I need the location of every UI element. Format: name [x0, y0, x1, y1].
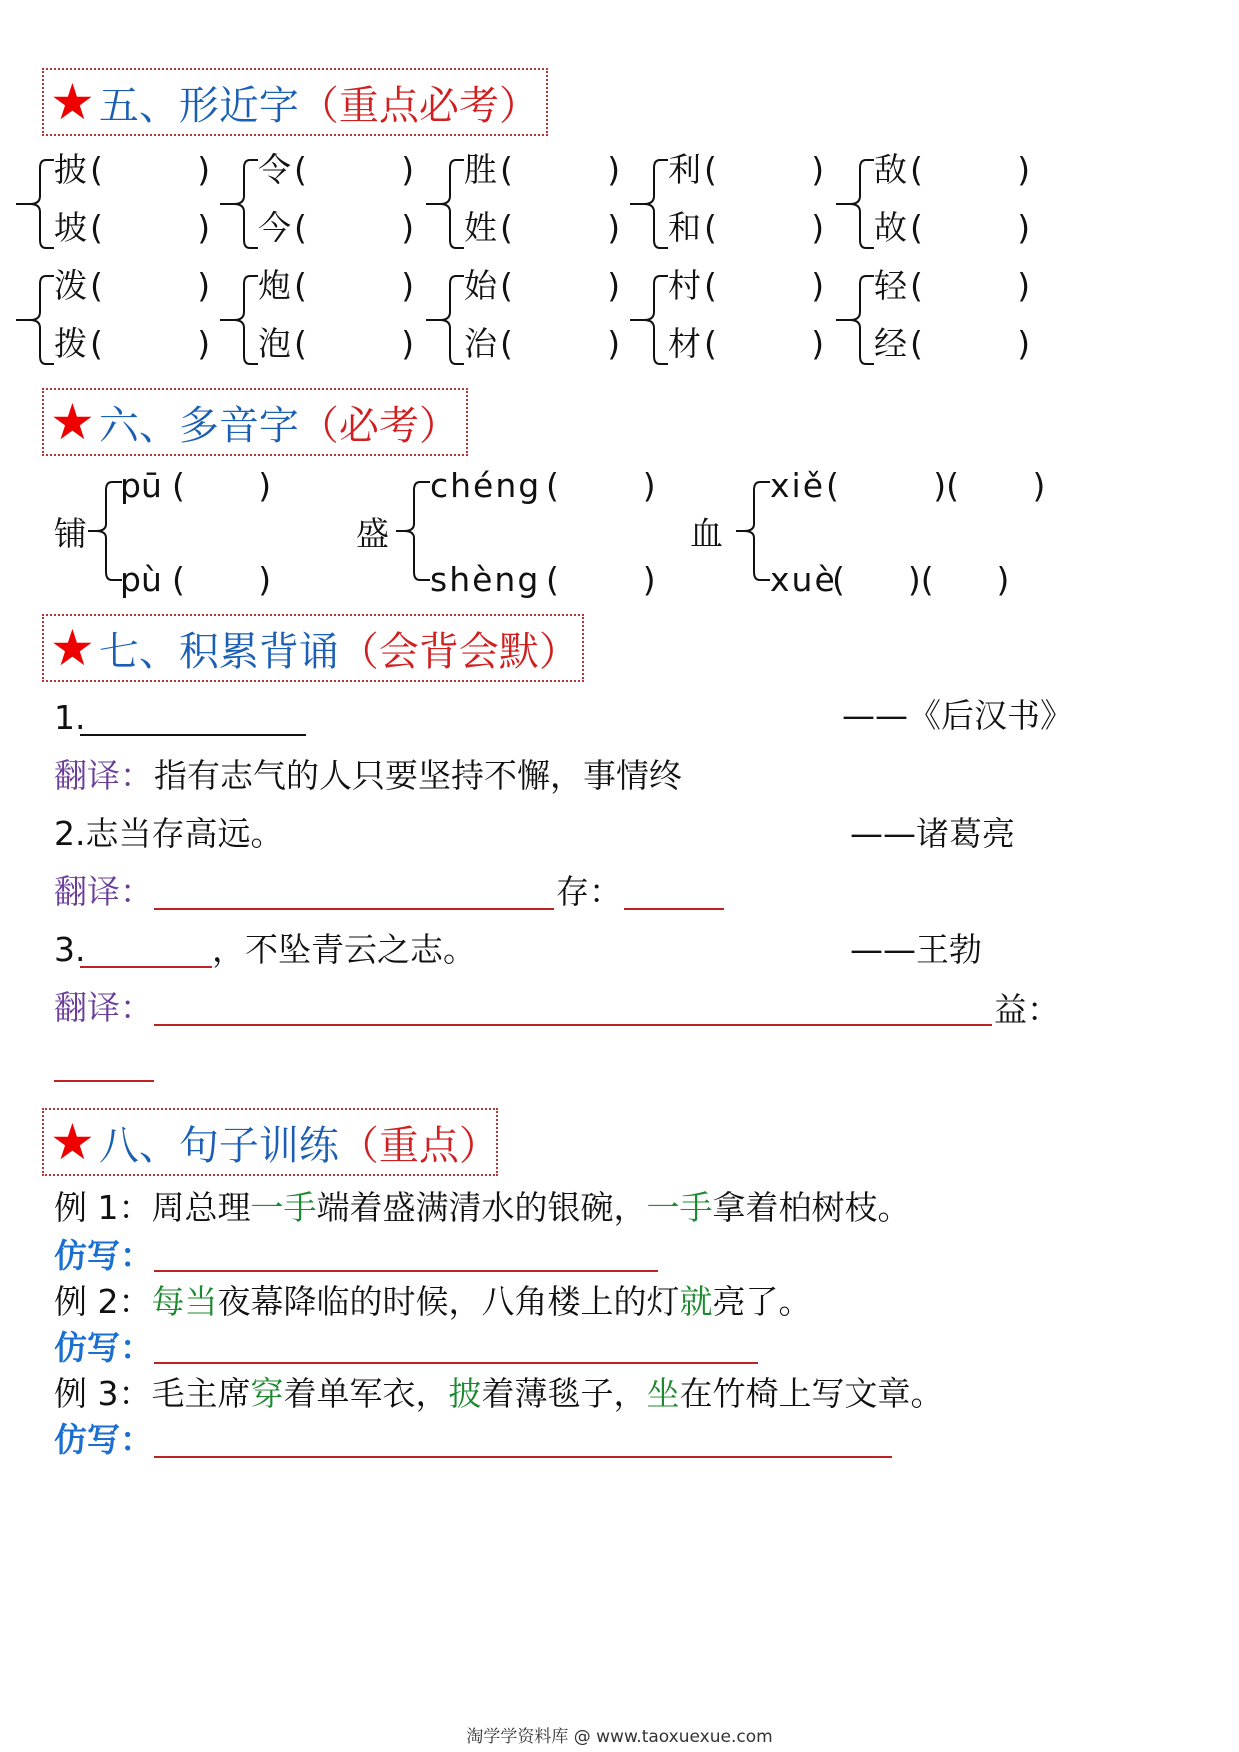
section-5-header [42, 68, 548, 136]
paren-blank[interactable]: ( ) [910, 324, 1031, 363]
keyword: 就 [679, 1282, 713, 1321]
example-text: 亮了。 [712, 1282, 812, 1321]
paren-blank[interactable]: ( ) [704, 208, 825, 247]
q1-blank[interactable] [80, 734, 306, 736]
keyword: 每当 [151, 1282, 218, 1321]
brace-icon [630, 270, 670, 370]
example-text: 端着盛满清水的银碗， [316, 1188, 647, 1227]
brace-icon [394, 476, 434, 586]
similar-char: 泼 [54, 266, 87, 305]
paren-blank[interactable]: ( ) [294, 208, 415, 247]
q2-cun-label: 存： [556, 872, 622, 911]
paren-blank[interactable]: ( ) [172, 466, 272, 505]
paren-blank[interactable]: ( ) [704, 266, 825, 305]
paren-blank[interactable]: ( ) [910, 266, 1031, 305]
paren-blank[interactable]: ( ) [910, 208, 1031, 247]
imitation-blank-1[interactable] [154, 1270, 658, 1272]
q3-source: ——王勃 [850, 930, 982, 969]
paren-blank[interactable]: ( ) [172, 560, 272, 599]
similar-char: 轻 [874, 266, 907, 305]
q1-source: ——《后汉书》 [842, 696, 1073, 735]
q3-yi-blank[interactable] [54, 1080, 154, 1082]
example-1 [54, 1188, 911, 1228]
example-text: 例 2： [54, 1282, 152, 1321]
example-text: 夜幕降临的时候，八角楼上的灯 [217, 1282, 680, 1321]
keyword: 一手 [646, 1188, 713, 1227]
paren-blank[interactable]: ( ) [704, 324, 825, 363]
section-8-tag: （重点） [338, 1122, 499, 1169]
brace-icon [16, 270, 56, 370]
pinyin-reading: pù [120, 560, 162, 599]
imitation-blank-2[interactable] [154, 1362, 758, 1364]
brace-icon [16, 154, 56, 254]
similar-char: 胜 [464, 150, 497, 189]
similar-char: 利 [668, 150, 701, 189]
similar-char: 敌 [874, 150, 907, 189]
similar-char: 披 [54, 150, 87, 189]
q1-translation: 指有志气的人只要坚持不懈，事情终 [154, 756, 682, 795]
section-5-title: 五、形近字 [98, 82, 299, 129]
keyword: 穿 [250, 1374, 284, 1413]
translation-label: 翻译： [54, 756, 153, 795]
section-7-title: 七、积累背诵 [98, 628, 339, 675]
pinyin-reading: xiě [770, 466, 826, 505]
brace-icon [426, 270, 466, 370]
q1-number: 1. [54, 698, 86, 737]
q3-text: ，不坠青云之志。 [212, 930, 476, 969]
polyphone-char: 血 [690, 514, 723, 553]
imitation-label: 仿写： [54, 1420, 153, 1459]
example-2 [54, 1282, 812, 1322]
paren-blank[interactable]: ( ) [90, 324, 211, 363]
imitation-label: 仿写： [54, 1236, 153, 1275]
paren-blank[interactable]: ( ) [90, 266, 211, 305]
paren-blank[interactable]: ( ) [546, 560, 656, 599]
example-text: 例 1：周总理 [54, 1188, 251, 1227]
paren-blank[interactable]: ( )( ) [832, 560, 1010, 599]
polyphone-char: 铺 [54, 514, 87, 553]
paren-blank[interactable]: ( ) [500, 150, 621, 189]
star-icon: ★ [50, 619, 95, 677]
keyword: 坐 [646, 1374, 680, 1413]
example-text: 着薄毯子， [481, 1374, 647, 1413]
star-icon: ★ [50, 1113, 95, 1171]
similar-char: 材 [668, 324, 701, 363]
section-5-tag: （重点必考） [298, 82, 539, 129]
similar-char: 拨 [54, 324, 87, 363]
similar-char: 今 [258, 208, 291, 247]
paren-blank[interactable]: ( ) [294, 150, 415, 189]
section-6-tag: （必考） [298, 402, 459, 449]
similar-char: 坡 [54, 208, 87, 247]
brace-icon [630, 154, 670, 254]
brace-icon [836, 154, 876, 254]
paren-blank[interactable]: ( ) [546, 466, 656, 505]
brace-icon [836, 270, 876, 370]
translation-label: 翻译： [54, 872, 153, 911]
similar-char: 姓 [464, 208, 497, 247]
q2-source: ——诸葛亮 [850, 814, 1015, 853]
section-8-header [42, 1108, 498, 1176]
example-text: 在竹椅上写文章。 [679, 1374, 944, 1413]
paren-blank[interactable]: ( )( ) [826, 466, 1046, 505]
section-8-title: 八、句子训练 [98, 1122, 339, 1169]
example-text: 例 3：毛主席 [54, 1374, 251, 1413]
star-icon: ★ [50, 393, 95, 451]
q3-translation-blank[interactable] [154, 1024, 992, 1026]
section-7-tag: （会背会默） [338, 628, 579, 675]
similar-char: 泡 [258, 324, 291, 363]
keyword: 一手 [250, 1188, 317, 1227]
brace-icon [426, 154, 466, 254]
paren-blank[interactable]: ( ) [500, 208, 621, 247]
similar-char: 村 [668, 266, 701, 305]
similar-char: 经 [874, 324, 907, 363]
section-6-header [42, 388, 468, 456]
similar-char: 治 [464, 324, 497, 363]
similar-char: 令 [258, 150, 291, 189]
translation-label: 翻译： [54, 988, 153, 1027]
paren-blank[interactable]: ( ) [90, 208, 211, 247]
paren-blank[interactable]: ( ) [90, 150, 211, 189]
q3-yi-label: 益： [994, 990, 1060, 1029]
similar-char: 炮 [258, 266, 291, 305]
brace-icon [220, 154, 260, 254]
similar-char: 故 [874, 208, 907, 247]
paren-blank[interactable]: ( ) [704, 150, 825, 189]
paren-blank[interactable]: ( ) [910, 150, 1031, 189]
brace-icon [734, 476, 774, 586]
section-7-header [42, 614, 584, 682]
q2-text: 2.志当存高远。 [54, 814, 284, 853]
q2-cun-blank[interactable] [624, 908, 724, 910]
pinyin-reading: shèng [430, 560, 541, 599]
paren-blank[interactable]: ( ) [500, 266, 621, 305]
q3-number: 3. [54, 930, 86, 969]
footer-watermark: 淘学学资料库 @ www.taoxuexue.com [466, 1727, 773, 1747]
star-icon: ★ [50, 73, 95, 131]
q3-blank[interactable] [80, 966, 212, 968]
similar-char: 和 [668, 208, 701, 247]
example-text: 着单军衣， [283, 1374, 449, 1413]
imitation-label: 仿写： [54, 1328, 153, 1367]
q2-translation-blank[interactable] [154, 908, 554, 910]
paren-blank[interactable]: ( ) [500, 324, 621, 363]
example-text: 拿着柏树枝。 [712, 1188, 911, 1227]
polyphone-char: 盛 [356, 514, 389, 553]
section-6-title: 六、多音字 [98, 402, 299, 449]
brace-icon [220, 270, 260, 370]
imitation-blank-3[interactable] [154, 1456, 892, 1458]
similar-char: 始 [464, 266, 497, 305]
example-3 [54, 1374, 944, 1414]
pinyin-reading: xuè [770, 560, 837, 599]
paren-blank[interactable]: ( ) [294, 266, 415, 305]
keyword: 披 [448, 1374, 482, 1413]
pinyin-reading: chéng [430, 466, 542, 505]
pinyin-reading: pū [120, 466, 162, 505]
paren-blank[interactable]: ( ) [294, 324, 415, 363]
